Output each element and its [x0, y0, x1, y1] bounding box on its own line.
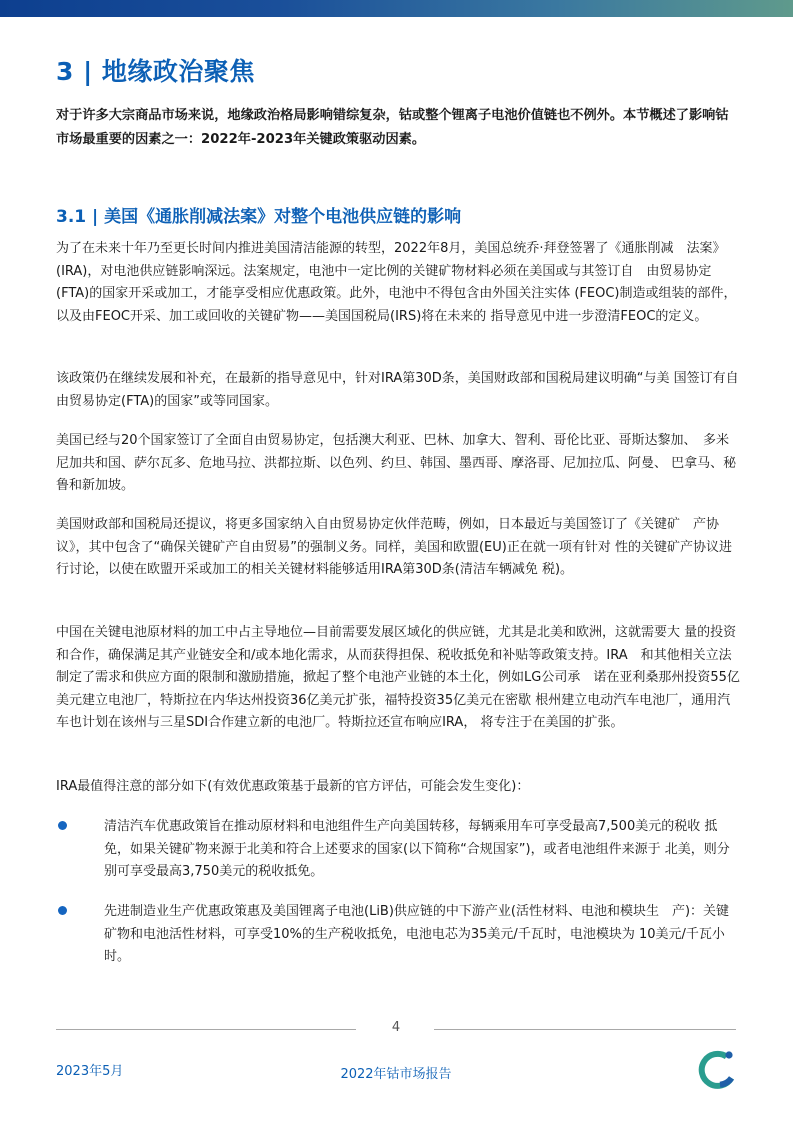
page-number: 4 [391, 1020, 401, 1035]
bullet-dot-icon [58, 821, 67, 830]
top-gradient-bar [0, 0, 793, 17]
footer-report-title: 2022年钴市场报告 [340, 1067, 452, 1082]
footer-divider-right [434, 1029, 736, 1030]
paragraph-policy-guidance: 该政策仍在继续发展和补充，在最新的指导意见中，针对IRA第30D条，美国财政部和国税局建议明确“与美 国签订有自由贸易协定(FTA)的国家”或等同国家。 [56, 371, 739, 409]
cobalt-institute-logo-icon [696, 1048, 738, 1090]
footer-divider-left [56, 1029, 356, 1030]
subsection-title: 3.1 | 美国《通胀削减法案》对整个电池供应链的影响 [56, 207, 462, 227]
intro-paragraph: 对于许多大宗商品市场来说，地缘政治格局影响错综复杂，钴或整个锂离子电池价值链也不例外。本节概述了影响钴市场最重要的因素之一：2022年-2023年关键政策驱动因素。 [56, 108, 729, 147]
footer-date: 2023年5月 [56, 1064, 124, 1079]
paragraph-china-dominance: 中国在关键电池原材料的加工中占主导地位—目前需要发展区域化的供应链，尤其是北美和欧洲，这就需要大 量的投资和合作，确保满足其产业链安全和/或本地化需求，从而获得担保、税收抵免和补贴等政策支持。IRA 和其他相关立法制定了需求和供应方面的限制和激励措施，掀起了整个电池产业链的本土化，例如LG公司承 诺在亚利桑那州投资55亿美元建立电池厂，特斯拉在内华达州投资36亿美元扩张，福特投资35亿美元在密歇 根州建立电动汽车电池厂，通用汽车也计划在该州与三星SDI合作建立新的电池厂。特斯拉还宣布响应IRA， 将专注于在美国的扩张。 [56, 625, 740, 730]
paragraph-fta-countries: 美国已经与20个国家签订了全面自由贸易协定，包括澳大利亚、巴林、加拿大、智利、哥伦比亚、哥斯达黎加、 多米尼加共和国、萨尔瓦多、危地马拉、洪都拉斯、以色列、约旦、韩国、墨西哥、摩洛哥、尼加拉瓜、阿曼、 巴拿马、秘鲁和新加坡。 [56, 433, 737, 493]
section-title: 3 | 地缘政治聚焦 [56, 57, 255, 86]
bullet-text: 清洁汽车优惠政策旨在推动原材料和电池组件生产向美国转移，每辆乘用车可享受最高7,500美元的税收 抵免，如果关键矿物来源于北美和符合上述要求的国家(以下简称“合规国家”)，或者电池组件来源于 北美，则分别可享受最高3,750美元的税收抵免。 [104, 819, 730, 879]
bullet-dot-icon [58, 906, 67, 915]
paragraph-ira-overview: 为了在未来十年乃至更长时间内推进美国清洁能源的转型，2022年8月，美国总统乔·拜登签署了《通胀削减 法案》(IRA)，对电池供应链影响深远。法案规定，电池中一定比例的关键矿物材料必须在美国或与其签订自 由贸易协定(FTA)的国家开采或加工，才能享受相应优惠政策。此外，电池中不得包含由外国关注实体 (FEOC)制造或组装的部件，以及由FEOC开采、加工或回收的关键矿物——美国国税局(IRS)将在未来的 指导意见中进一步澄清FEOC的定义。 [56, 241, 737, 324]
paragraph-ira-notable: IRA最值得注意的部分如下(有效优惠政策基于最新的官方评估，可能会发生变化)： [56, 779, 530, 794]
paragraph-fta-expansion: 美国财政部和国税局还提议，将更多国家纳入自由贸易协定伙伴范畴，例如，日本最近与美国签订了《关键矿 产协议》，其中包含了“确保关键矿产自由贸易”的强制义务。同样，美国和欧盟(EU)正在就一项有针对 性的关键矿产协议进行讨论，以使在欧盟开采或加工的相关关键材料能够适用IRA第30D条(清洁车辆减免 税)。 [56, 517, 732, 577]
bullet-text: 先进制造业生产优惠政策惠及美国锂离子电池(LiB)供应链的中下游产业(活性材料、电池和模块生 产)：关键矿物和电池活性材料，可享受10%的生产税收抵免，电池电芯为35美元/千瓦时，电池模块为 10美元/千瓦小时。 [104, 904, 730, 964]
